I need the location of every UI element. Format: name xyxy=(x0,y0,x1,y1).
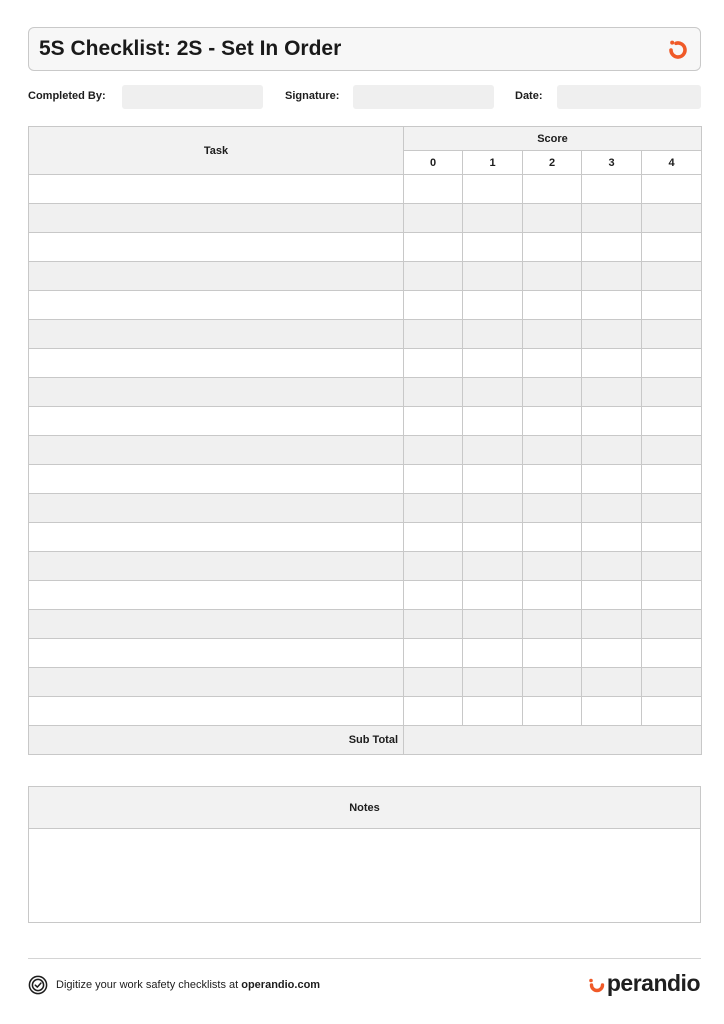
score-cell-2[interactable] xyxy=(523,581,582,610)
table-row xyxy=(29,378,702,407)
score-cell-0[interactable] xyxy=(404,523,463,552)
date-field[interactable] xyxy=(557,85,701,109)
subtotal-field[interactable] xyxy=(404,726,702,755)
score-cell-1[interactable] xyxy=(463,465,523,494)
score-cell-1[interactable] xyxy=(463,204,523,233)
score-header-3: 3 xyxy=(582,151,642,175)
score-cell-0[interactable] xyxy=(404,436,463,465)
score-cell-4[interactable] xyxy=(642,233,702,262)
brand-name: perandio xyxy=(606,970,700,996)
task-column-header: Task xyxy=(29,127,404,175)
score-cell-1[interactable] xyxy=(463,697,523,726)
footer-promo xyxy=(28,975,320,995)
subtotal-label: Sub Total xyxy=(29,726,404,755)
score-cell-1[interactable] xyxy=(463,610,523,639)
table-row xyxy=(29,581,702,610)
footer-divider xyxy=(28,958,701,959)
table-row xyxy=(29,175,702,204)
score-cell-3[interactable] xyxy=(582,552,642,581)
score-cell-3[interactable] xyxy=(582,175,642,204)
score-cell-4[interactable] xyxy=(642,204,702,233)
score-cell-0[interactable] xyxy=(404,552,463,581)
score-cell-4[interactable] xyxy=(642,349,702,378)
table-row xyxy=(29,291,702,320)
page-title: 5S Checklist: 2S - Set In Order xyxy=(39,37,342,60)
task-cell[interactable] xyxy=(29,378,404,407)
score-cell-2[interactable] xyxy=(523,639,582,668)
score-cell-2[interactable] xyxy=(523,204,582,233)
score-cell-4[interactable] xyxy=(642,407,702,436)
score-cell-1[interactable] xyxy=(463,233,523,262)
score-cell-0[interactable] xyxy=(404,349,463,378)
task-cell[interactable] xyxy=(29,697,404,726)
score-cell-4[interactable] xyxy=(642,523,702,552)
score-cell-0[interactable] xyxy=(404,262,463,291)
notes-field[interactable] xyxy=(29,829,700,923)
completed-by-label: Completed By: xyxy=(28,90,106,102)
score-cell-1[interactable] xyxy=(463,668,523,697)
score-cell-3[interactable] xyxy=(582,320,642,349)
score-cell-3[interactable] xyxy=(582,204,642,233)
meta-row xyxy=(0,85,724,109)
score-cell-2[interactable] xyxy=(523,610,582,639)
task-cell[interactable] xyxy=(29,639,404,668)
score-cell-2[interactable] xyxy=(523,494,582,523)
score-cell-0[interactable] xyxy=(404,320,463,349)
table-row xyxy=(29,639,702,668)
score-cell-0[interactable] xyxy=(404,610,463,639)
notes-header: Notes xyxy=(29,787,700,829)
table-row xyxy=(29,262,702,291)
signature-label: Signature: xyxy=(285,90,340,102)
score-cell-1[interactable] xyxy=(463,262,523,291)
task-cell[interactable] xyxy=(29,581,404,610)
score-cell-4[interactable] xyxy=(642,291,702,320)
date-label: Date: xyxy=(515,90,543,102)
score-cell-0[interactable] xyxy=(404,668,463,697)
score-cell-1[interactable] xyxy=(463,175,523,204)
score-cell-0[interactable] xyxy=(404,378,463,407)
score-cell-4[interactable] xyxy=(642,175,702,204)
table-row xyxy=(29,204,702,233)
table-row xyxy=(29,436,702,465)
score-cell-1[interactable] xyxy=(463,378,523,407)
table-row xyxy=(29,697,702,726)
score-cell-4[interactable] xyxy=(642,697,702,726)
table-row xyxy=(29,349,702,378)
table-row xyxy=(29,668,702,697)
table-row xyxy=(29,233,702,262)
score-cell-1[interactable] xyxy=(463,320,523,349)
score-cell-3[interactable] xyxy=(582,349,642,378)
table-row xyxy=(29,320,702,349)
score-cell-3[interactable] xyxy=(582,407,642,436)
score-cell-3[interactable] xyxy=(582,697,642,726)
score-header-1: 1 xyxy=(463,151,523,175)
score-cell-3[interactable] xyxy=(582,436,642,465)
score-cell-1[interactable] xyxy=(463,436,523,465)
score-header-0: 0 xyxy=(404,151,463,175)
score-cell-0[interactable] xyxy=(404,407,463,436)
score-cell-2[interactable] xyxy=(523,668,582,697)
score-cell-2[interactable] xyxy=(523,552,582,581)
score-cell-3[interactable] xyxy=(582,610,642,639)
table-row xyxy=(29,523,702,552)
task-cell[interactable] xyxy=(29,320,404,349)
score-cell-2[interactable] xyxy=(523,378,582,407)
brand-logo xyxy=(587,970,700,997)
table-row xyxy=(29,552,702,581)
score-cell-3[interactable] xyxy=(582,581,642,610)
table-row xyxy=(29,465,702,494)
score-cell-2[interactable] xyxy=(523,233,582,262)
signature-field[interactable] xyxy=(353,85,494,109)
score-cell-2[interactable] xyxy=(523,291,582,320)
table-row xyxy=(29,407,702,436)
score-cell-3[interactable] xyxy=(582,378,642,407)
footer-text: Digitize your work safety checklists at operandio.com xyxy=(56,979,321,991)
score-cell-0[interactable] xyxy=(404,639,463,668)
score-header-2: 2 xyxy=(523,151,582,175)
score-column-header: Score xyxy=(404,127,702,151)
notes-section xyxy=(28,786,701,923)
score-cell-0[interactable] xyxy=(404,291,463,320)
score-cell-4[interactable] xyxy=(642,436,702,465)
checklist-table xyxy=(28,126,702,755)
task-cell[interactable] xyxy=(29,552,404,581)
score-cell-2[interactable] xyxy=(523,407,582,436)
task-cell[interactable] xyxy=(29,523,404,552)
score-cell-4[interactable] xyxy=(642,378,702,407)
task-cell[interactable] xyxy=(29,233,404,262)
score-cell-4[interactable] xyxy=(642,639,702,668)
score-cell-3[interactable] xyxy=(582,233,642,262)
score-cell-1[interactable] xyxy=(463,349,523,378)
task-rows xyxy=(29,175,702,726)
task-cell[interactable] xyxy=(29,175,404,204)
score-header-4: 4 xyxy=(642,151,702,175)
score-cell-2[interactable] xyxy=(523,465,582,494)
score-cell-2[interactable] xyxy=(523,262,582,291)
score-cell-4[interactable] xyxy=(642,581,702,610)
completed-by-field[interactable] xyxy=(122,85,263,109)
score-cell-4[interactable] xyxy=(642,262,702,291)
check-circle-icon xyxy=(28,975,48,995)
score-cell-3[interactable] xyxy=(582,639,642,668)
score-cell-1[interactable] xyxy=(463,407,523,436)
table-row xyxy=(29,494,702,523)
score-cell-2[interactable] xyxy=(523,523,582,552)
score-cell-2[interactable] xyxy=(523,320,582,349)
score-cell-0[interactable] xyxy=(404,697,463,726)
score-cell-1[interactable] xyxy=(463,291,523,320)
score-cell-3[interactable] xyxy=(582,465,642,494)
score-cell-3[interactable] xyxy=(582,262,642,291)
title-bar xyxy=(28,27,701,71)
operandio-mark-icon xyxy=(587,974,607,994)
score-cell-2[interactable] xyxy=(523,436,582,465)
score-cell-1[interactable] xyxy=(463,523,523,552)
score-cell-0[interactable] xyxy=(404,233,463,262)
score-cell-1[interactable] xyxy=(463,494,523,523)
task-cell[interactable] xyxy=(29,204,404,233)
score-cell-4[interactable] xyxy=(642,494,702,523)
task-cell[interactable] xyxy=(29,436,404,465)
task-cell[interactable] xyxy=(29,610,404,639)
score-cell-1[interactable] xyxy=(463,581,523,610)
score-cell-3[interactable] xyxy=(582,668,642,697)
task-cell[interactable] xyxy=(29,494,404,523)
score-cell-0[interactable] xyxy=(404,581,463,610)
score-cell-0[interactable] xyxy=(404,465,463,494)
score-cell-4[interactable] xyxy=(642,320,702,349)
footer-link[interactable]: operandio.com xyxy=(241,979,321,991)
score-cell-1[interactable] xyxy=(463,552,523,581)
score-cell-2[interactable] xyxy=(523,349,582,378)
score-cell-3[interactable] xyxy=(582,494,642,523)
score-cell-1[interactable] xyxy=(463,639,523,668)
score-cell-0[interactable] xyxy=(404,175,463,204)
score-cell-2[interactable] xyxy=(523,697,582,726)
table-row xyxy=(29,610,702,639)
score-cell-0[interactable] xyxy=(404,494,463,523)
score-cell-0[interactable] xyxy=(404,204,463,233)
operandio-logo-icon xyxy=(666,38,690,62)
task-cell[interactable] xyxy=(29,262,404,291)
score-cell-4[interactable] xyxy=(642,610,702,639)
score-cell-4[interactable] xyxy=(642,668,702,697)
task-cell[interactable] xyxy=(29,668,404,697)
score-cell-2[interactable] xyxy=(523,175,582,204)
score-cell-4[interactable] xyxy=(642,465,702,494)
task-cell[interactable] xyxy=(29,465,404,494)
task-cell[interactable] xyxy=(29,349,404,378)
task-cell[interactable] xyxy=(29,407,404,436)
score-cell-4[interactable] xyxy=(642,552,702,581)
score-cell-3[interactable] xyxy=(582,523,642,552)
score-cell-3[interactable] xyxy=(582,291,642,320)
task-cell[interactable] xyxy=(29,291,404,320)
